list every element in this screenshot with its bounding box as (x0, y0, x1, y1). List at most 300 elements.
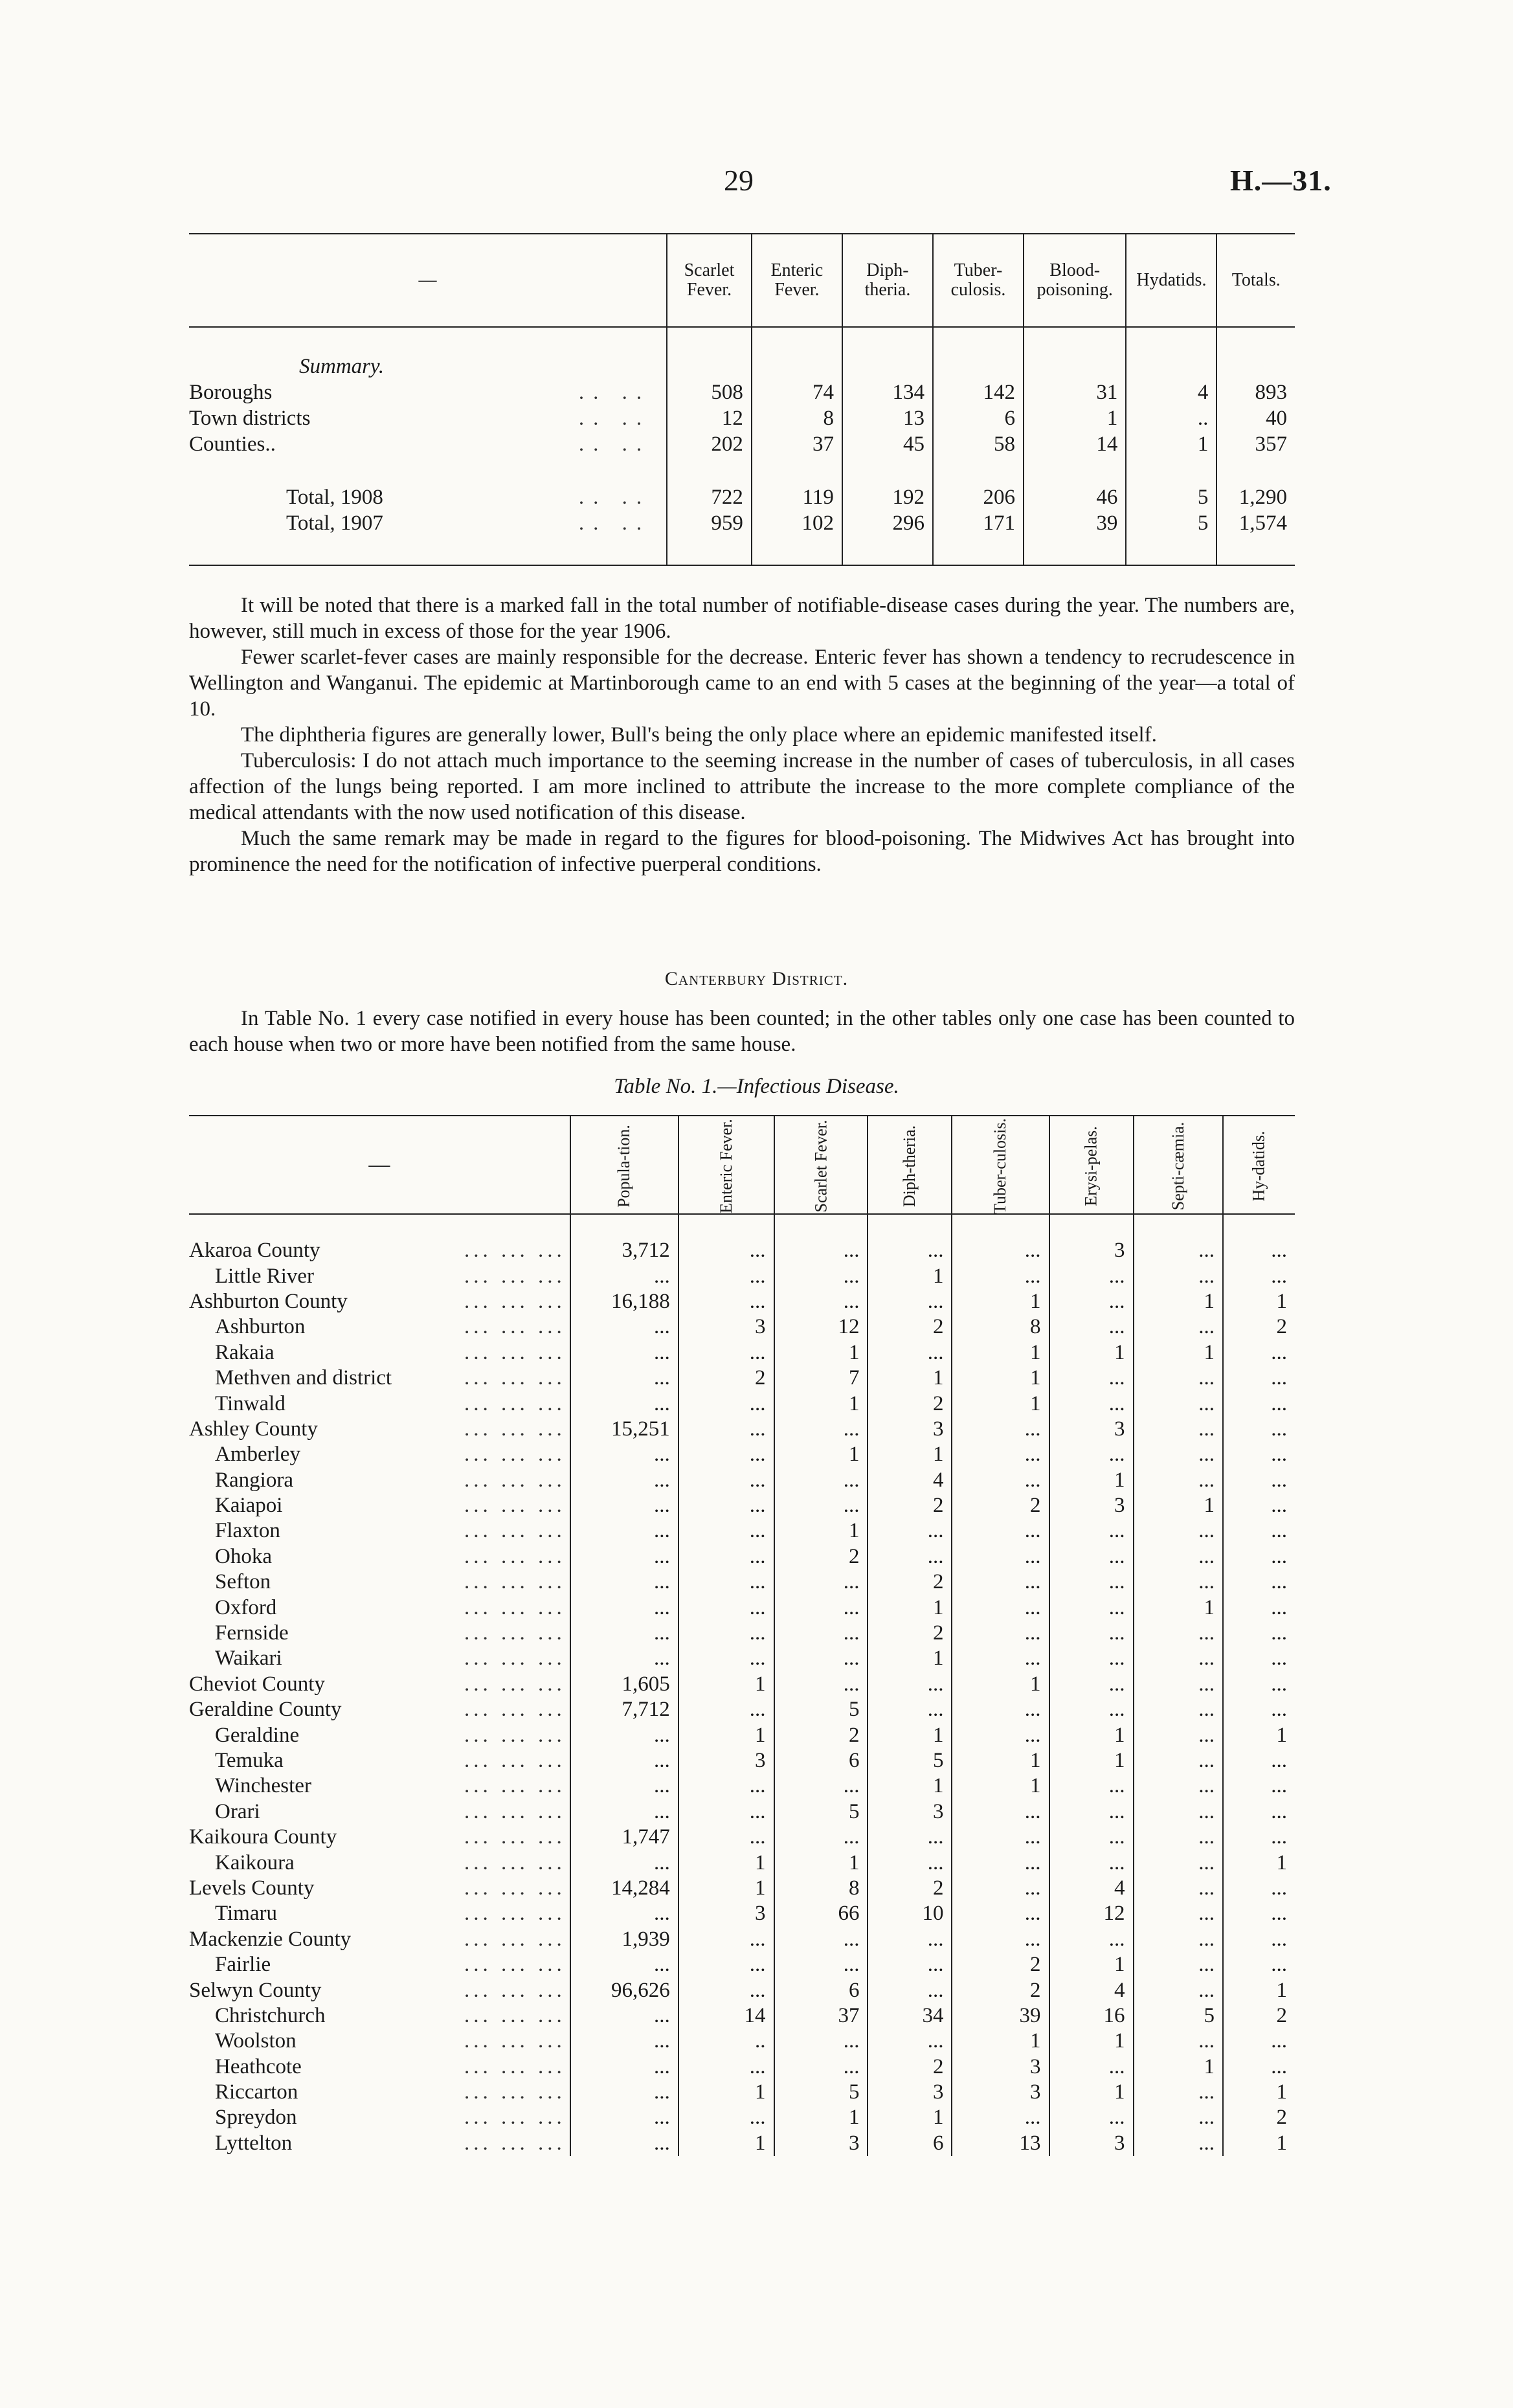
value-cell: ... (570, 1621, 678, 1646)
value-cell: 3 (1049, 2131, 1134, 2156)
place-label (189, 1927, 570, 1952)
table-row (189, 1314, 1295, 1340)
value-cell: ... (1223, 1544, 1295, 1570)
value-cell: 37 (774, 2003, 868, 2029)
value-cell: ... (678, 1952, 774, 1977)
place-name: Heathcote (215, 2054, 302, 2078)
place-cell (189, 2080, 570, 2105)
value-cell: 1 (1134, 2054, 1223, 2080)
value-cell: ... (1223, 1518, 1295, 1544)
value-cell: 2 (868, 1570, 952, 1595)
place-label (189, 1238, 570, 1263)
value-cell: 16,188 (570, 1289, 678, 1314)
value-cell: ... (1049, 1927, 1134, 1952)
value-cell: 1 (952, 2029, 1049, 2054)
column-header-text: Tuber-culosis. (991, 1118, 1010, 1214)
summary-row (189, 431, 1295, 457)
value-cell: ... (868, 1850, 952, 1875)
value-cell: 134 (842, 379, 933, 405)
value-cell: 5 (774, 2080, 868, 2105)
column-header-text: Septi-cæmia. (1168, 1121, 1187, 1210)
empty-cell (1134, 1214, 1223, 1238)
value-cell: ... (1049, 1366, 1134, 1391)
column-header: Diph-theria. (842, 234, 933, 327)
empty-cell (952, 1214, 1049, 1238)
value-cell: ... (868, 1952, 952, 1977)
place-name: Spreydon (215, 2106, 297, 2130)
place-label (189, 1723, 570, 1748)
value-cell: ... (868, 2029, 952, 2054)
table-row (189, 1697, 1295, 1722)
empty-cell (667, 536, 752, 565)
column-header (1049, 1116, 1134, 1214)
table-row (189, 1417, 1295, 1442)
value-cell: ... (678, 1238, 774, 1263)
leader-dots: ... ... ... (464, 1698, 566, 1722)
value-cell: ... (678, 1417, 774, 1442)
summary-caption-row (189, 327, 1295, 379)
place-label (189, 1876, 570, 1901)
value-cell: ... (1134, 1748, 1223, 1773)
column-header: Scarlet Fever. (667, 234, 752, 327)
place-name: Geraldine (215, 1723, 300, 1747)
value-cell: 1 (774, 1340, 868, 1366)
place-label (189, 1697, 570, 1722)
value-cell: 4 (1049, 1977, 1134, 2003)
empty-cell (933, 327, 1024, 379)
place-name: Winchester (215, 1774, 311, 1798)
value-cell: ... (868, 1289, 952, 1314)
empty-cell (1216, 327, 1295, 379)
value-cell: ... (1134, 1391, 1223, 1416)
value-cell: 2 (774, 1544, 868, 1570)
value-cell: 1 (1049, 1340, 1134, 1366)
value-cell: 5 (1126, 484, 1216, 510)
value-cell: 1 (1223, 1977, 1295, 2003)
empty-cell (842, 536, 933, 565)
value-cell: 1 (1134, 1595, 1223, 1620)
value-cell: ... (1049, 1570, 1134, 1595)
value-cell: 3 (1049, 1417, 1134, 1442)
value-cell: 8 (774, 1876, 868, 1901)
value-cell: 296 (842, 510, 933, 536)
leader-dots: ... ... ... (464, 1647, 566, 1671)
value-cell: 1 (678, 1672, 774, 1697)
leader-dots: ... ... ... (464, 1366, 566, 1390)
value-cell: 1 (1223, 1722, 1295, 1748)
value-cell: ... (1049, 1621, 1134, 1646)
leader-dots: ... ... ... (464, 1621, 566, 1645)
value-cell: ... (1134, 1876, 1223, 1901)
value-cell: 893 (1216, 379, 1295, 405)
value-cell: 1 (1134, 1340, 1223, 1366)
value-cell: ... (570, 1468, 678, 1493)
value-cell: ... (1223, 1340, 1295, 1366)
leader-dots: ... ... ... (464, 1774, 566, 1798)
value-cell: ... (1223, 1263, 1295, 1288)
place-label (189, 2105, 570, 2130)
value-cell: 58 (933, 431, 1024, 457)
row-label (189, 379, 667, 405)
value-cell: ... (952, 1901, 1049, 1926)
value-cell: 1,939 (570, 1927, 678, 1952)
paragraph: Tuberculosis: I do not attach much importance to the seeming increase in the number of cases of tuberculosis, in all cases affection of the lungs being reported. I am more inclined to attribute the increase to the more complete compliance of the medical attendants with the now used notification of this disease. (189, 749, 1295, 824)
value-cell: ... (1134, 1417, 1223, 1442)
place-label (189, 1264, 570, 1289)
value-cell: .. (678, 2029, 774, 2054)
row-name: Town districts (189, 407, 311, 430)
place-cell (189, 2105, 570, 2130)
place-cell (189, 2054, 570, 2080)
value-cell: 5 (868, 1748, 952, 1773)
empty-cell (189, 536, 667, 565)
empty-cell (1024, 457, 1126, 484)
value-cell: ... (678, 1544, 774, 1570)
place-cell (189, 1773, 570, 1799)
value-cell: ... (774, 1468, 868, 1493)
place-name: Flaxton (215, 1519, 280, 1543)
value-cell: ... (1049, 1544, 1134, 1570)
value-cell: ... (570, 1901, 678, 1926)
value-cell: 37 (752, 431, 842, 457)
value-cell: ... (678, 1391, 774, 1416)
value-cell: 6 (933, 405, 1024, 431)
value-cell: ... (1134, 1799, 1223, 1825)
value-cell: ... (952, 1595, 1049, 1620)
value-cell: 3 (868, 2080, 952, 2105)
value-cell: 1 (774, 2105, 868, 2130)
table-row (189, 1773, 1295, 1799)
leader-dots: ... ... ... (464, 1595, 566, 1619)
section-heading: Canterbury District. (664, 968, 849, 989)
value-cell: ... (678, 2105, 774, 2130)
value-cell: 1 (868, 2105, 952, 2130)
commentary-text (189, 592, 1295, 877)
value-cell: .. (1126, 405, 1216, 431)
table-row (189, 1748, 1295, 1773)
value-cell: ... (868, 1927, 952, 1952)
empty-cell (842, 457, 933, 484)
value-cell: 2 (868, 1314, 952, 1340)
column-header (1223, 1116, 1295, 1214)
value-cell: ... (952, 1570, 1049, 1595)
value-cell: ... (570, 2131, 678, 2156)
leader-dots: ... ... ... (464, 1340, 566, 1364)
row-name: Total, 1908 (286, 486, 383, 509)
row-name: Boroughs (189, 381, 273, 404)
value-cell: ... (774, 1646, 868, 1671)
place-name: Cheviot County (189, 1672, 325, 1696)
value-cell: ... (1049, 1850, 1134, 1875)
place-label (189, 1621, 570, 1646)
value-cell: ... (1223, 1952, 1295, 1977)
leader-dots: ... ... ... (464, 1799, 566, 1823)
value-cell: 3 (952, 2054, 1049, 2080)
table-title: Table No. 1.—Infectious Disease. (614, 1075, 899, 1098)
value-cell: ... (570, 1595, 678, 1620)
place-name: Temuka (215, 1749, 284, 1772)
value-cell: ... (1223, 1927, 1295, 1952)
place-cell (189, 1825, 570, 1850)
value-cell: ... (1049, 1518, 1134, 1544)
leader-dots: ... ... ... (464, 1544, 566, 1568)
column-header: Hydatids. (1126, 234, 1216, 327)
place-cell (189, 1901, 570, 1926)
table-row (189, 1570, 1295, 1595)
value-cell: ... (570, 1518, 678, 1544)
value-cell: ... (952, 1825, 1049, 1850)
table-row (189, 1238, 1295, 1263)
value-cell: ... (774, 1238, 868, 1263)
value-cell: ... (570, 2054, 678, 2080)
value-cell: 1 (868, 1366, 952, 1391)
value-cell: ... (1049, 1773, 1134, 1799)
value-cell: 206 (933, 484, 1024, 510)
column-header: Totals. (1216, 234, 1295, 327)
value-cell: ... (1223, 1442, 1295, 1467)
value-cell: ... (570, 2080, 678, 2105)
row-label-text (286, 484, 666, 510)
value-cell: ... (774, 1672, 868, 1697)
place-label (189, 2131, 570, 2156)
value-cell: ... (1049, 1697, 1134, 1722)
place-cell (189, 1595, 570, 1620)
place-cell (189, 1927, 570, 1952)
value-cell: ... (570, 2029, 678, 2054)
value-cell: ... (868, 1697, 952, 1722)
row-label-text (189, 405, 666, 431)
value-cell: ... (1134, 1901, 1223, 1926)
value-cell: ... (952, 1442, 1049, 1467)
value-cell: ... (570, 1544, 678, 1570)
leader-dots: ... ... ... (464, 1672, 566, 1696)
value-cell: 4 (1126, 379, 1216, 405)
summary-row (189, 510, 1295, 536)
value-cell: ... (1223, 1570, 1295, 1595)
place-cell (189, 1697, 570, 1722)
value-cell: 2 (868, 1391, 952, 1416)
leader-dots: ... ... ... (464, 1468, 566, 1492)
leader-dots: ... ... ... (464, 1570, 566, 1594)
table-row (189, 1595, 1295, 1620)
value-cell: 5 (774, 1799, 868, 1825)
value-cell: ... (774, 1263, 868, 1288)
column-header-text: Enteric Fever. (716, 1118, 735, 1213)
table-row (189, 2105, 1295, 2130)
document-reference: H.—31. (1230, 164, 1332, 197)
row-label (189, 484, 667, 510)
place-label (189, 1289, 570, 1314)
value-cell: 1,747 (570, 1825, 678, 1850)
value-cell: 2 (868, 1621, 952, 1646)
value-cell: 2 (678, 1366, 774, 1391)
value-cell: 13 (952, 2131, 1049, 2156)
value-cell: ... (1134, 1773, 1223, 1799)
value-cell: ... (1223, 1799, 1295, 1825)
place-cell (189, 1238, 570, 1263)
value-cell: 6 (774, 1977, 868, 2003)
place-cell (189, 1289, 570, 1314)
place-cell (189, 2029, 570, 2054)
place-cell (189, 1468, 570, 1493)
value-cell: 6 (774, 1748, 868, 1773)
place-cell (189, 1570, 570, 1595)
place-cell (189, 1621, 570, 1646)
empty-cell (189, 1214, 570, 1238)
leader-dots: ... ... ... (464, 1289, 566, 1313)
place-cell (189, 2131, 570, 2156)
place-label (189, 1851, 570, 1876)
leader-dots: ... ... ... (464, 1443, 566, 1467)
place-label (189, 1773, 570, 1799)
value-cell: 4 (868, 1468, 952, 1493)
place-name: Riccarton (215, 2080, 298, 2104)
value-cell: ... (774, 1417, 868, 1442)
row-label (189, 510, 667, 536)
value-cell: ... (1134, 1952, 1223, 1977)
place-cell (189, 1722, 570, 1748)
value-cell: ... (570, 1646, 678, 1671)
table-row (189, 2003, 1295, 2029)
table-row (189, 1825, 1295, 1850)
value-cell: 192 (842, 484, 933, 510)
value-cell: 5 (1126, 510, 1216, 536)
value-cell: 1 (1134, 1289, 1223, 1314)
place-cell (189, 1748, 570, 1773)
value-cell: ... (868, 1672, 952, 1697)
value-cell: ... (868, 1340, 952, 1366)
empty-cell (1024, 327, 1126, 379)
row-name: Total, 1907 (286, 512, 383, 535)
value-cell: 12 (1049, 1901, 1134, 1926)
value-cell: ... (1134, 1238, 1223, 1263)
leader-dots: ... ... ... (464, 1417, 566, 1441)
place-label (189, 2003, 570, 2029)
place-cell (189, 1952, 570, 1977)
summary-row (189, 405, 1295, 431)
column-header (952, 1116, 1049, 1214)
leader-dots: ... ... ... (464, 1978, 566, 2002)
place-name: Lyttelton (215, 2131, 293, 2155)
value-cell: 722 (667, 484, 752, 510)
leader-dots: ... ... ... (464, 1825, 566, 1849)
table-row (189, 1977, 1295, 2003)
table-row (189, 1850, 1295, 1875)
value-cell: ... (1134, 1442, 1223, 1467)
value-cell: ... (678, 1773, 774, 1799)
value-cell: 1 (678, 1850, 774, 1875)
paragraph: Fewer scarlet-fever cases are mainly responsible for the decrease. Enteric fever has shown a tendency to recrudescence in Wellington and Wanganui. The epidemic at Martinborough came to an end with 5 cases at the beginning of the year—a total of 10. (189, 646, 1295, 721)
value-cell: 39 (952, 2003, 1049, 2029)
place-label (189, 1468, 570, 1493)
value-cell: 1 (952, 1672, 1049, 1697)
value-cell: ... (570, 1773, 678, 1799)
value-cell: ... (1223, 1876, 1295, 1901)
value-cell: 1 (868, 1773, 952, 1799)
value-cell: ... (1049, 1672, 1134, 1697)
empty-cell (189, 457, 667, 484)
value-cell: ... (678, 1595, 774, 1620)
value-cell: 12 (774, 1314, 868, 1340)
table-row (189, 1518, 1295, 1544)
leader-dots: ... ... ... (464, 1315, 566, 1339)
column-header (678, 1116, 774, 1214)
column-header-text: Erysi-pelas. (1081, 1125, 1101, 1206)
value-cell: ... (1134, 1722, 1223, 1748)
value-cell: 2 (1223, 2105, 1295, 2130)
place-cell (189, 2003, 570, 2029)
table-row (189, 1340, 1295, 1366)
value-cell: ... (1049, 1442, 1134, 1467)
value-cell: 4 (1049, 1876, 1134, 1901)
place-cell (189, 1493, 570, 1518)
leader-dots: .. .. (578, 381, 651, 404)
value-cell: 14 (678, 2003, 774, 2029)
spacer-row (189, 1214, 1295, 1238)
summary-table (189, 233, 1295, 566)
leader-dots: .. .. (578, 486, 651, 509)
value-cell: 2 (1223, 2003, 1295, 2029)
value-cell: ... (678, 1340, 774, 1366)
value-cell: 1 (1049, 1748, 1134, 1773)
value-cell: ... (1134, 1646, 1223, 1671)
value-cell: ... (570, 1748, 678, 1773)
value-cell: ... (1223, 2054, 1295, 2080)
value-cell: 1 (868, 1722, 952, 1748)
value-cell: 1 (952, 1289, 1049, 1314)
value-cell: 1 (774, 1850, 868, 1875)
value-cell: ... (678, 1518, 774, 1544)
place-cell (189, 1518, 570, 1544)
value-cell: ... (1223, 1238, 1295, 1263)
place-label (189, 1544, 570, 1570)
value-cell: ... (570, 1314, 678, 1340)
value-cell: 3 (774, 2131, 868, 2156)
row-label (189, 431, 667, 457)
column-header (868, 1116, 952, 1214)
empty-cell (933, 457, 1024, 484)
value-cell: ... (952, 1927, 1049, 1952)
value-cell: ... (952, 1238, 1049, 1263)
value-cell: 1 (1049, 2029, 1134, 2054)
value-cell: ... (678, 2054, 774, 2080)
value-cell: ... (774, 1570, 868, 1595)
value-cell: 1 (1049, 1468, 1134, 1493)
place-name: Oxford (215, 1595, 277, 1619)
value-cell: ... (678, 1977, 774, 2003)
place-label (189, 1748, 570, 1773)
place-name: Mackenzie County (189, 1927, 352, 1951)
place-label (189, 1391, 570, 1417)
value-cell: 171 (933, 510, 1024, 536)
place-name: Little River (215, 1264, 315, 1288)
leader-dots: ... ... ... (464, 1723, 566, 1747)
value-cell: ... (1134, 1544, 1223, 1570)
place-label (189, 1901, 570, 1926)
leader-dots: ... ... ... (464, 2003, 566, 2027)
value-cell: 3 (678, 1748, 774, 1773)
value-cell: 31 (1024, 379, 1126, 405)
value-cell: ... (678, 1289, 774, 1314)
leader-dots: ... ... ... (464, 1876, 566, 1900)
value-cell: ... (570, 1722, 678, 1748)
value-cell: 1 (952, 1773, 1049, 1799)
place-name: Ashley County (189, 1417, 318, 1441)
value-cell: ... (1223, 1391, 1295, 1416)
value-cell: 46 (1024, 484, 1126, 510)
leader-dots: ... ... ... (464, 1851, 566, 1874)
column-header: Blood-poisoning. (1024, 234, 1126, 327)
